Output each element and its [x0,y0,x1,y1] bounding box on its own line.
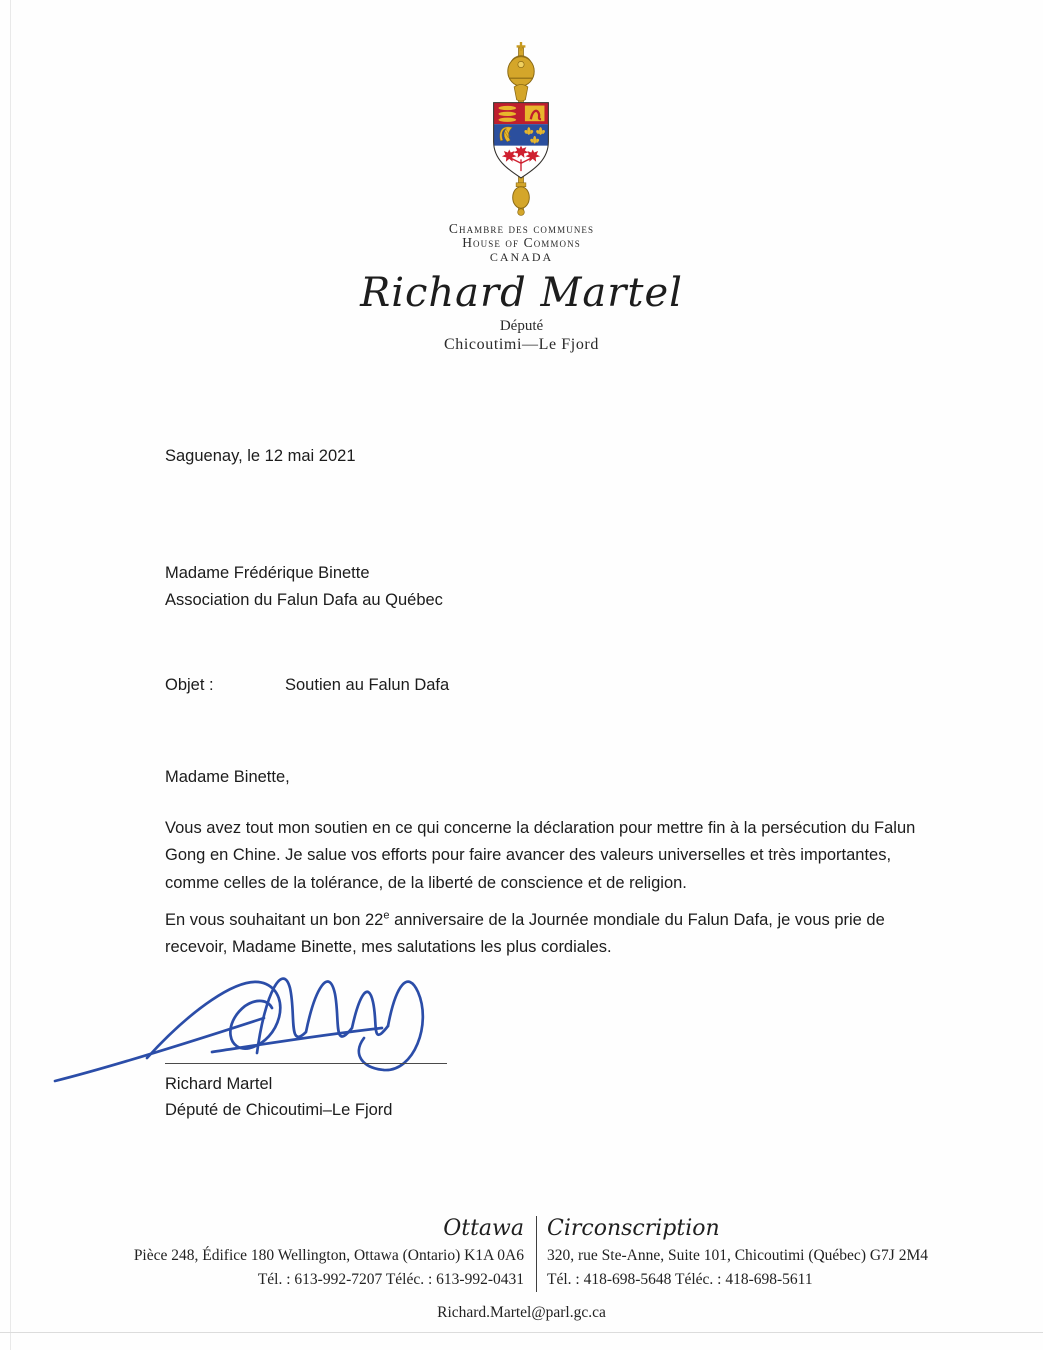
subject-label: Objet : [165,676,214,694]
recipient-name: Madame Frédérique Binette [165,564,370,582]
paragraph2-ordinal: e [383,909,390,922]
footer-riding-column [547,1214,1007,1292]
signer-title: Député de Chicoutimi–Le Fjord [165,1101,393,1119]
footer-ottawa-column [0,1214,524,1292]
body-paragraph-2 [165,907,937,962]
member-name-script: Richard Martel [360,270,683,316]
dateline: Saguenay, le 12 mai 2021 [165,447,356,465]
org-block [0,222,1043,264]
footer-riding-address: 320, rue Ste-Anne, Suite 101, Chicoutimi (Québec) G7J 2M4 [547,1247,928,1264]
org-country: CANADA [489,250,554,264]
signature-line [165,1063,447,1064]
org-name-en: House of Commons [462,235,581,250]
footer-divider [536,1216,537,1292]
footer-email: Richard.Martel@parl.gc.ca [437,1304,606,1321]
subject-text: Soutien au Falun Dafa [285,676,450,694]
footer-ottawa-phones: Tél. : 613-992-7207 Téléc. : 613-992-0431 [257,1271,524,1288]
member-riding: Chicoutimi—Le Fjord [444,336,599,353]
scan-edge-artifact [10,0,11,1350]
recipient-org: Association du Falun Dafa au Québec [165,591,443,609]
body-paragraph-1: Vous avez tout mon soutien en ce qui concerne la déclaration pour mettre fin à la persécution du Falun Gong en Chine. Je salue vos efforts pour faire avancer des valeurs universelles et très importantes, comme celles de la tolérance, de la liberté de conscience et de religion. [165,819,916,892]
org-name-fr: Chambre des communes [448,221,595,236]
footer-ottawa-address: Pièce 248, Édifice 180 Wellington, Ottawa (Ontario) K1A 0A6 [133,1247,524,1264]
handwritten-signature [52,956,454,1092]
signer-name: Richard Martel [165,1075,273,1093]
salutation: Madame Binette, [165,768,290,786]
house-of-commons-mace-crest-icon [471,42,571,218]
footer-riding-label: Circonscription [547,1216,720,1241]
scan-line-artifact [0,1332,1043,1333]
footer-ottawa-label: Ottawa [443,1216,524,1241]
member-title: Député [499,318,544,334]
paragraph2-suffix: anniversaire de la Journée mondiale du Falun Dafa, je vous prie de recevoir, Madame Binette, mes salutations les plus cordiales. [165,911,885,957]
recipient-block [165,560,443,614]
subject-row [165,676,449,695]
footer-riding-phones: Tél. : 418-698-5648 Téléc. : 418-698-5611 [547,1271,813,1288]
paragraph2-prefix: En vous souhaitant un bon 22 [165,911,384,929]
